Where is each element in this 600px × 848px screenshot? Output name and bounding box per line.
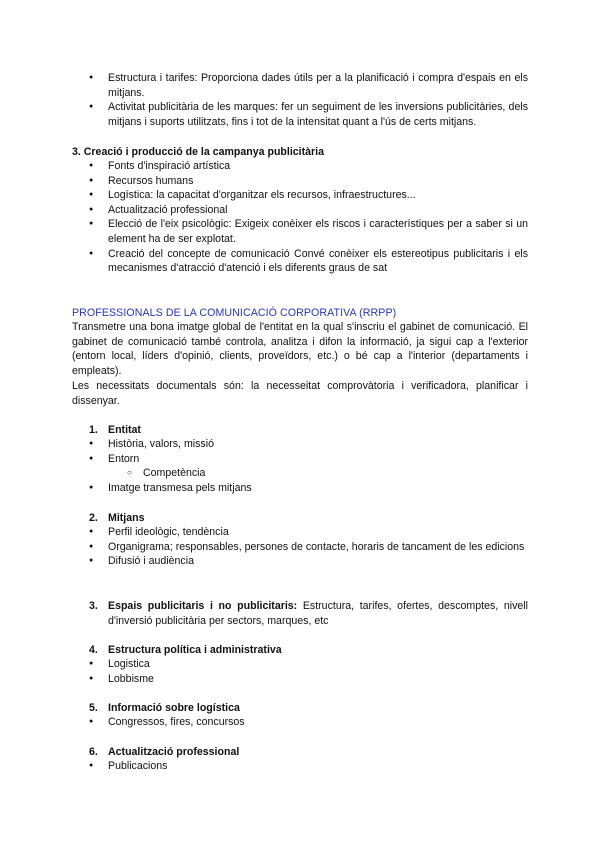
list-item: ● Entorn [108, 452, 528, 467]
section-title: Estructura política i administrativa [108, 644, 282, 656]
section-title: Mitjans [108, 512, 145, 524]
list-item: ● Organigrama; responsables, persones de contacte, horaris de tancament de les edicions [108, 540, 528, 555]
top-bullet-list [108, 71, 528, 129]
list-item: ● Publicacions [108, 759, 528, 774]
section-title: Informació sobre logística [108, 702, 240, 714]
section-number: 2. [89, 512, 98, 524]
actualitzacio-list [108, 759, 528, 774]
list-item: ● Estructura i tarifes: Proporciona dades útils per a la planificació i compra d'espais en els mitjans. [108, 71, 528, 100]
list-item: ● Elecció de l'eix psicològic: Exigeix conèixer els riscos i característiques per a saber si un element ha de ser explotat. [108, 217, 528, 246]
list-item: ● Imatge transmesa pels mitjans [108, 481, 528, 496]
section3-list [108, 159, 528, 276]
section-number: 3. [89, 600, 98, 612]
list-item: ○ Competència [143, 466, 523, 481]
section-heading: 3. Creació i producció de la campanya publicitària [72, 146, 324, 158]
section-number: 6. [89, 746, 98, 758]
list-item: ● Congressos, fires, concursos [108, 715, 528, 730]
list-item: ● Creació del concepte de comunicació Convé conèixer els estereotipus publicitaris i els mecanismes d'atracció d'atenció i els diferents graus de sat [108, 247, 528, 276]
informacio-list [108, 715, 528, 730]
list-item: ● Difusió i audiència [108, 554, 528, 569]
entitat-list-cont [108, 481, 528, 496]
list-item: ● Logistica [108, 657, 528, 672]
section-number: 1. [89, 424, 98, 436]
section-title: Espais publicitaris i no publicitaris: [108, 600, 298, 612]
section-text: Estructura, tarifes, ofertes, descomptes, nivell d'inversió publicitària per sectors, marques, etc [108, 600, 528, 627]
list-item: ● Història, valors, missió [108, 437, 528, 452]
list-item: ● Lobbisme [108, 672, 528, 687]
paragraph: Les necessitats documentals són: la necesseitat comprovàtoria i verificadora, planificar i dissenyar. [72, 380, 528, 407]
entitat-list [108, 437, 528, 466]
entitat-sublist [143, 466, 523, 481]
section-title: PROFESSIONALS DE LA COMUNICACIÓ CORPORATIVA (RRPP) [72, 307, 397, 319]
list-item: ● Recursos humans [108, 174, 528, 189]
paragraph: Transmetre una bona imatge global de l'entitat en la qual s'inscriu el gabinet de comunicació. El gabinet de comunicació també controla, analitza i difon la informació, ja sigui cap a l'exterior (entorn local, líders d'opinió, clients, proveïdors, etc.) o bé cap a l'interior (departaments i empleats). [72, 321, 528, 377]
list-item: ● Fonts d'inspiració artística [108, 159, 528, 174]
section-title: Actualització professional [108, 746, 240, 758]
list-item: ● Logística: la capacitat d'organitzar els recursos, infraestructures... [108, 188, 528, 203]
section-number: 4. [89, 644, 98, 656]
list-item: ● Actualització professional [108, 203, 528, 218]
estructura-list [108, 657, 528, 686]
section-title: Entitat [108, 424, 141, 436]
section-body [108, 599, 528, 628]
mitjans-list [108, 525, 528, 569]
section-number: 5. [89, 702, 98, 714]
list-item: ● Activitat publicitària de les marques: fer un seguiment de les inversions publicitàries, dels mitjans i suports utilitzats, fins i tot de la intensitat quant a l'ús de certs mitjans. [108, 100, 528, 129]
list-item: ● Perfil ideològic, tendència [108, 525, 528, 540]
